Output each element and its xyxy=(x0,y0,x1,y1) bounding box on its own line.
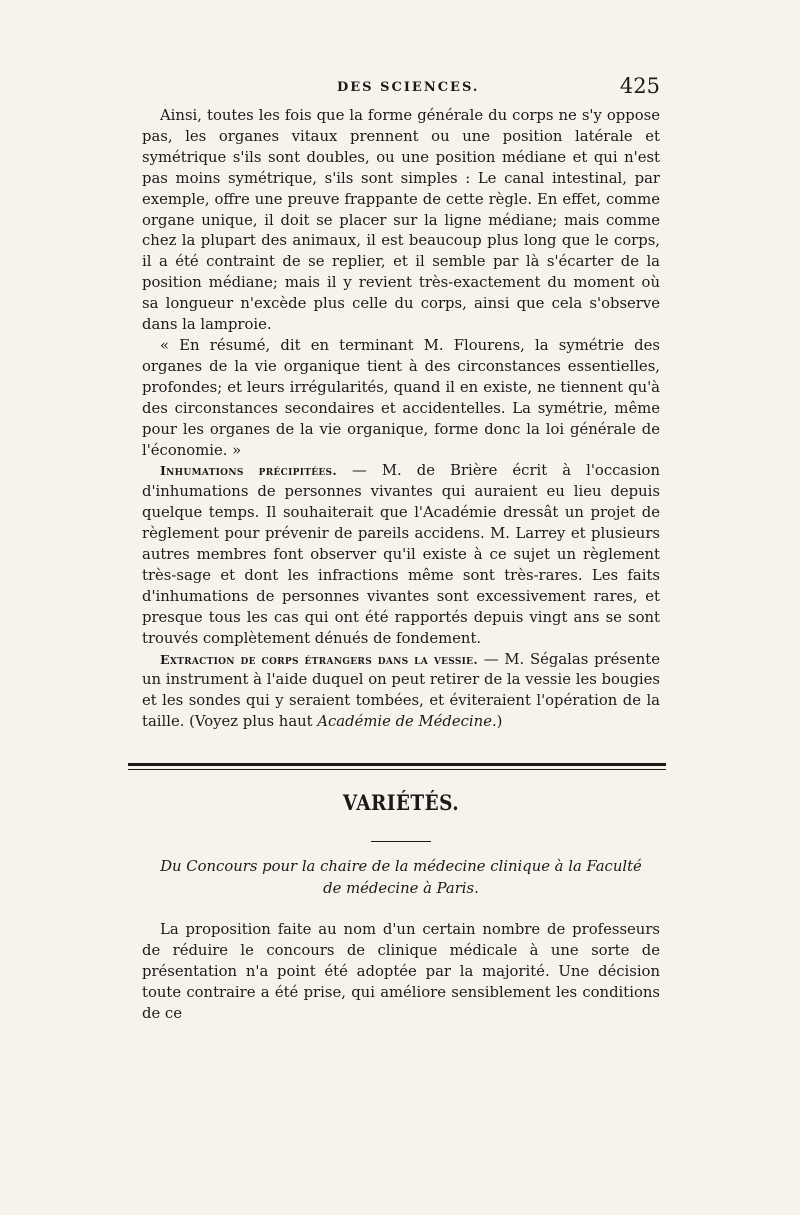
section-divider xyxy=(128,763,666,770)
divider-thick-rule xyxy=(128,763,666,766)
article-subtitle xyxy=(142,856,660,900)
running-title: DES SCIENCES. xyxy=(337,80,480,95)
extraction-heading: Extraction de corps étrangers dans la vessie. xyxy=(160,651,478,667)
extraction-text: — M. Ségalas présente un instrument à l'aide duquel on peut retirer de la vessie les bougies et les sondes qui y seraient tombées, et éviteraient l'opération de la taille. (Voyez plus haut xyxy=(142,650,660,731)
inhumations-heading: Inhumations précipitées. xyxy=(160,463,337,479)
subtitle-line-2: de médecine à Paris. xyxy=(323,880,479,898)
subtitle-line-1: Du Concours pour la chaire de la médecine clinique à la Faculté xyxy=(160,858,642,876)
page-number: 425 xyxy=(619,74,660,98)
running-head xyxy=(142,74,660,106)
extraction-close: ) xyxy=(496,713,503,731)
paragraph-flourens-quote: « En résumé, dit en terminant M. Flourens, la symétrie des organes de la vie organique tient à des circonstances essentielles, profondes; et leurs irrégularités, quand il en existe, ne tiennent qu'à des circonstances secondaires et accidentelles. La symétrie, même pour les organes de la vie organique, forme donc la loi générale de l'économie. » xyxy=(142,336,660,459)
paragraph-extraction xyxy=(142,650,660,734)
book-page xyxy=(142,74,660,1025)
inhumations-text: — M. de Brière écrit à l'occasion d'inhumations de personnes vivantes qui auraient eu lieu depuis quelque temps. Il souhaiterait que l'Académie dressât un projet de règlement pour prévenir de pareils accidens. M. Larrey et plusieurs autres membres font observer qu'il existe à ce sujet un règlement très-sage et dont les infractions même sont très-rares. Les faits d'inhumations de personnes vivantes sont excessivement rares, et presque tous les cas qui ont été rapportés depuis vingt ans se sont trouvés complètement dénués de fondement. xyxy=(142,462,660,647)
extraction-reference: Académie de Médecine. xyxy=(317,713,497,731)
paragraph-symmetry: Ainsi, toutes les fois que la forme générale du corps ne s'y oppose pas, les organes vitaux prennent ou une position latérale et symétrique s'ils sont doubles, ou une position médiane et qui n'est pas moins symétrique, s'ils sont simples : Le canal intestinal, par exemple, offre une preuve frappante de cette règle. En effet, comme organe unique, il doit se placer sur la ligne médiane; mais comme chez la plupart des animaux, il est beaucoup plus long que le corps, il a été contraint de se replier, et il semble par là s'écarter de la position médiane; mais il y revient très-exactement du moment où sa longueur n'excède plus celle du corps, ainsi que cela s'observe dans la lamproie. xyxy=(142,107,660,334)
section-title: VARIÉTÉS. xyxy=(342,790,460,816)
paragraph-concours: La proposition faite au nom d'un certain nombre de professeurs de réduire le concours de clinique médicale à une sorte de présentation n'a point été adoptée par la majorité. Une décision toute contraire a été prise, qui améliore sensiblement les conditions de ce xyxy=(142,921,660,1022)
paragraph-inhumations xyxy=(142,461,660,649)
divider-thin-rule xyxy=(128,769,666,770)
title-rule xyxy=(371,841,431,842)
